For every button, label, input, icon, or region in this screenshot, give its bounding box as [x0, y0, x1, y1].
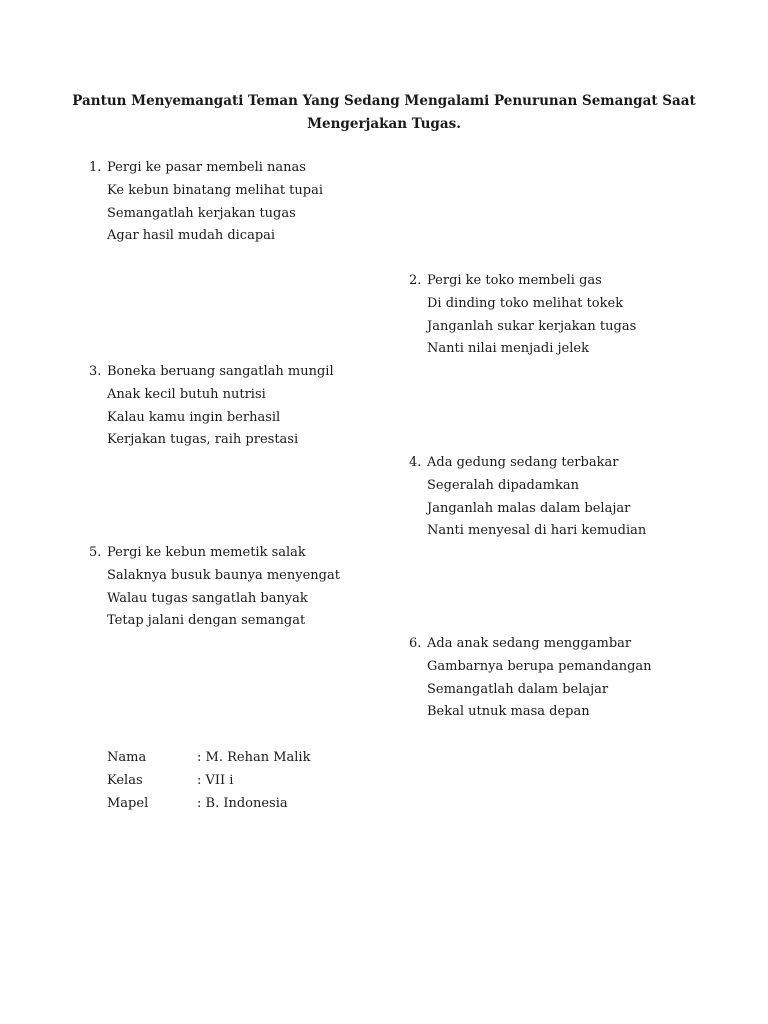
stanza-number: 5.	[89, 545, 102, 560]
stanza-line: Nanti nilai menjadi jelek	[427, 341, 589, 357]
stanza-line: Bekal utnuk masa depan	[427, 704, 590, 720]
info-label: Kelas	[107, 773, 143, 788]
stanza-line: Tetap jalani dengan semangat	[107, 613, 306, 629]
stanza-line: Boneka beruang sangatlah mungil	[107, 364, 334, 379]
stanza-number: 4.	[409, 455, 422, 470]
info-value: : M. Rehan Malik	[197, 750, 311, 765]
info-label: Nama	[107, 750, 147, 765]
stanza-line: Janganlah malas dalam belajar	[427, 500, 631, 516]
stanza-number: 2.	[409, 273, 422, 288]
stanza-line: Kalau kamu ingin berhasil	[107, 409, 281, 425]
stanza-line: Gambarnya berupa pemandangan	[427, 658, 652, 674]
stanza-line: Anak kecil butuh nutrisi	[107, 386, 266, 402]
stanza-line: Ke kebun binatang melihat tupai	[107, 182, 324, 198]
stanza-line: Semangatlah kerjakan tugas	[107, 205, 296, 221]
info-value: : B. Indonesia	[197, 796, 288, 811]
stanza-number: 1.	[89, 160, 102, 175]
stanza-line: Semangatlah dalam belajar	[427, 681, 609, 697]
stanza-line: Ada gedung sedang terbakar	[427, 455, 619, 470]
info-label: Mapel	[107, 796, 149, 811]
stanza-line: Janganlah sukar kerjakan tugas	[427, 318, 637, 334]
info-value: : VII i	[197, 773, 234, 788]
stanza-line: Walau tugas sangatlah banyak	[107, 590, 308, 606]
stanza-line: Pergi ke kebun memetik salak	[107, 545, 306, 560]
stanza-line: Kerjakan tugas, raih prestasi	[107, 432, 299, 448]
stanza-line: Agar hasil mudah dicapai	[107, 228, 276, 244]
stanza-line: Segeralah dipadamkan	[427, 477, 579, 493]
document-title-line-1: Pantun Menyemangati Teman Yang Sedang Mengalami Penurunan Semangat Saat	[72, 93, 696, 109]
stanza-number: 6.	[409, 636, 422, 651]
stanza-number: 3.	[89, 364, 102, 379]
document-title-line-2: Mengerjakan Tugas.	[307, 116, 461, 132]
stanza-line: Salaknya busuk baunya menyengat	[107, 567, 340, 583]
stanza-line: Pergi ke pasar membeli nanas	[107, 160, 306, 175]
stanza-line: Nanti menyesal di hari kemudian	[427, 523, 647, 539]
stanza-line: Ada anak sedang menggambar	[427, 636, 632, 651]
stanza-line: Di dinding toko melihat tokek	[427, 295, 624, 311]
stanza-line: Pergi ke toko membeli gas	[427, 273, 602, 288]
